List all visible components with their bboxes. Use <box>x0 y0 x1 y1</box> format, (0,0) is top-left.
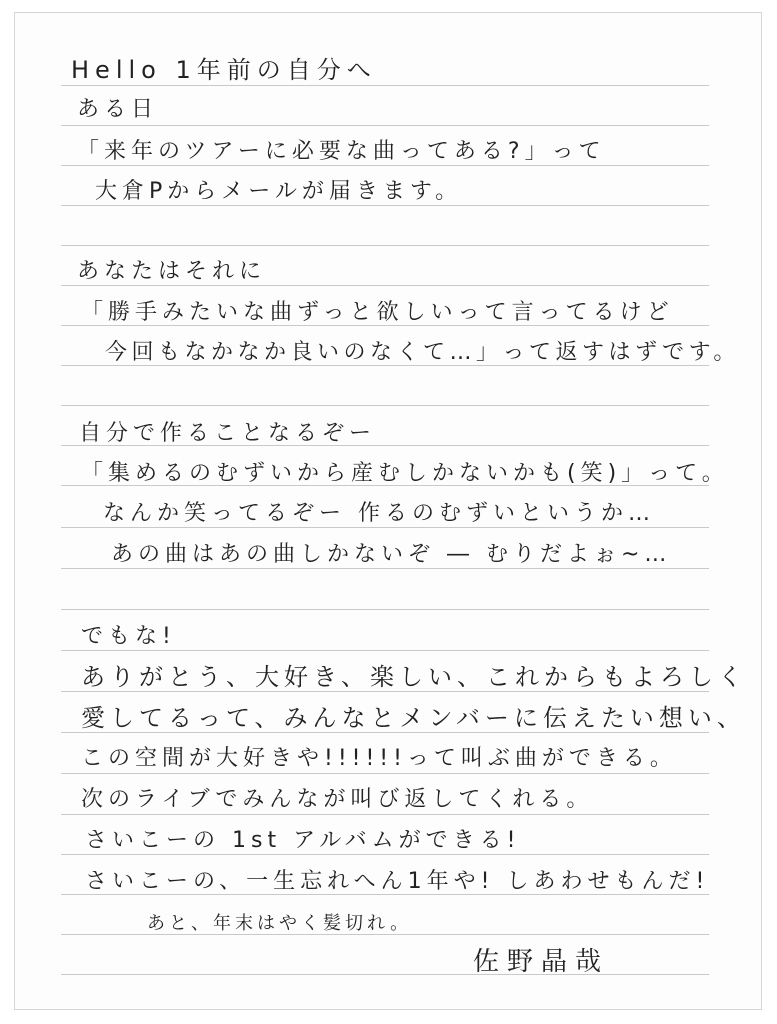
rule-line <box>61 285 709 286</box>
rule-line <box>61 568 709 569</box>
letter-line: あなたはそれに <box>77 259 267 284</box>
letter-line: 「勝手みたいな曲ずっと欲しいって言ってるけど <box>81 300 674 325</box>
rule-line <box>61 245 709 246</box>
letter-paper <box>14 12 762 1010</box>
rule-line <box>61 527 709 528</box>
letter-line: あの曲はあの曲しかないぞ ― むりだよぉ~… <box>111 542 672 567</box>
letter-postscript: あと、年末はやく髪切れ。 <box>147 913 413 934</box>
rule-line <box>61 405 709 406</box>
letter-line: なんか笑ってるぞー 作るのむずいというか… <box>103 501 655 526</box>
rule-line <box>61 205 709 206</box>
letter-title: Hello 1年前の自分へ <box>71 56 377 84</box>
rule-line <box>61 125 709 126</box>
rule-line <box>61 609 709 610</box>
letter-line: 「来年のツアーに必要な曲ってある?」って <box>77 139 606 164</box>
letter-line: ありがとう、大好き、楽しい、これからもよろしく <box>81 663 748 691</box>
letter-line: ある日 <box>77 97 159 122</box>
rule-line <box>61 974 709 975</box>
letter-line: 愛してるって、みんなとメンバーに伝えたい想い、 <box>81 704 746 732</box>
letter-line: 次のライブでみんなが叫び返してくれる。 <box>81 787 594 812</box>
rule-line <box>61 732 709 733</box>
rule-line <box>61 773 709 774</box>
rule-line <box>61 85 709 86</box>
letter-line: 大倉Pからメールが届きます。 <box>95 179 463 204</box>
letter-line: さいこーの 1st アルバムができる! <box>85 828 521 853</box>
letter-line: この空間が大好きや!!!!!!って叫ぶ曲ができる。 <box>81 746 677 771</box>
letter-line: 自分で作ることなるぞー <box>79 421 377 446</box>
rule-line <box>61 650 709 651</box>
rule-line <box>61 854 709 855</box>
rule-line <box>61 814 709 815</box>
letter-line: さいこーの、一生忘れへん1年や! しあわせもんだ! <box>85 869 710 894</box>
letter-line: 「集めるのむずいから産むしかないかも(笑)」って。 <box>81 461 729 486</box>
signature: 佐野晶哉 <box>473 947 610 977</box>
letter-line: 今回もなかなか良いのなくて…」って返すはずです。 <box>105 340 740 365</box>
rule-line <box>61 691 709 692</box>
letter-line: でもな! <box>81 624 176 649</box>
rule-line <box>61 165 709 166</box>
